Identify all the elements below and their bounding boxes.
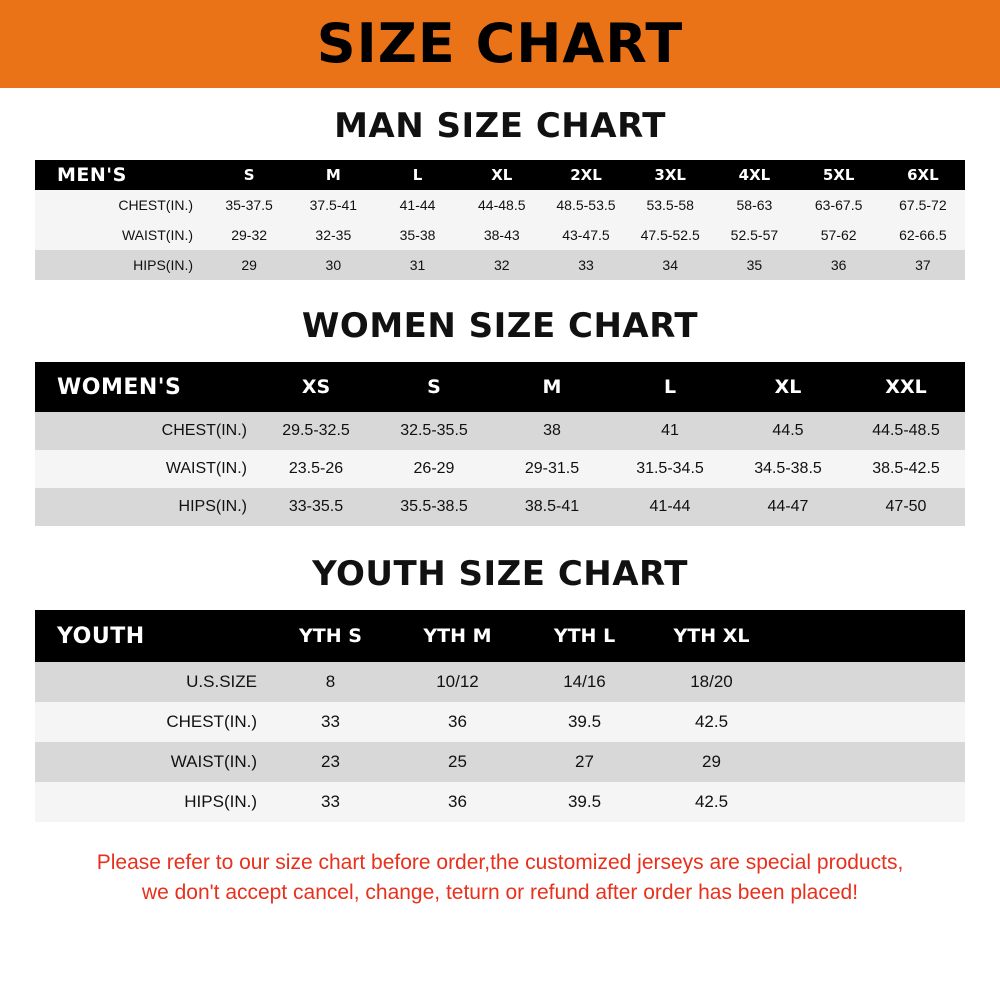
cell: 52.5-57	[730, 227, 779, 243]
cell: 38.5-41	[524, 498, 580, 515]
footer-note	[18, 848, 982, 909]
column-header: XL	[774, 376, 802, 398]
column-header: 6XL	[907, 166, 939, 184]
cell: 44-47	[767, 498, 809, 515]
page-title: SIZE CHART	[316, 12, 684, 75]
cell: 37.5-41	[309, 197, 358, 213]
cell: 18/20	[690, 672, 733, 691]
cell: 38	[543, 422, 561, 439]
cell: 53.5-58	[646, 197, 694, 213]
cell: 36	[448, 712, 467, 731]
column-header: 2XL	[570, 166, 602, 184]
cell: 36	[830, 257, 847, 273]
cell: 32	[493, 257, 510, 273]
column-header: YTH XL	[673, 625, 750, 647]
row-label: U.S.SIZE	[186, 672, 257, 691]
cell: 31.5-34.5	[636, 460, 704, 477]
column-header: 5XL	[822, 166, 855, 184]
row-label: HIPS(IN.)	[178, 498, 247, 515]
cell: 10/12	[436, 672, 479, 691]
row-label: HIPS(IN.)	[184, 792, 257, 811]
column-header: YTH S	[299, 625, 362, 647]
header-banner	[0, 0, 1000, 88]
column-header: L	[663, 376, 677, 398]
column-header-spacer	[775, 610, 965, 662]
column-header: XS	[301, 376, 331, 398]
women-section-title: WOMEN SIZE CHART	[301, 306, 699, 346]
row-label: WAIST(IN.)	[170, 752, 257, 771]
table-row	[35, 250, 965, 280]
table-header-row	[35, 610, 965, 662]
man-section-title: MAN SIZE CHART	[334, 106, 666, 146]
cell: 30	[325, 257, 342, 273]
cell: 8	[325, 672, 336, 691]
youth-size-table	[35, 610, 965, 822]
cell-spacer	[775, 742, 965, 782]
column-header: M	[542, 376, 562, 398]
footer-note-line-1: Please refer to our size chart before order,the customized jerseys are special products,	[96, 851, 904, 874]
cell: 43-47.5	[562, 227, 610, 243]
cell: 58-63	[736, 197, 773, 213]
table-row	[35, 190, 965, 220]
cell: 29-31.5	[524, 460, 580, 477]
women-size-table	[35, 362, 965, 526]
cell: 41-44	[399, 197, 436, 213]
cell-spacer	[775, 662, 965, 702]
cell: 36	[448, 792, 467, 811]
cell: 32.5-35.5	[400, 422, 468, 439]
cell-spacer	[775, 782, 965, 822]
man-size-table	[35, 160, 965, 280]
cell: 57-62	[820, 227, 857, 243]
cell: 48.5-53.5	[556, 197, 616, 213]
table-row	[35, 412, 965, 450]
column-header: XXL	[885, 376, 927, 398]
cell: 34	[662, 257, 678, 273]
cell: 29	[702, 752, 721, 771]
cell: 29	[241, 257, 257, 273]
cell: 35.5-38.5	[400, 498, 468, 515]
column-header: YTH L	[553, 625, 616, 647]
cell: 26-29	[413, 460, 455, 477]
cell: 33	[321, 792, 340, 811]
cell: 67.5-72	[899, 197, 947, 213]
cell: 42.5	[694, 792, 729, 811]
cell: 39.5	[567, 712, 602, 731]
row-label: HIPS(IN.)	[133, 257, 193, 273]
cell: 41	[661, 422, 679, 439]
column-header: YOUTH	[57, 623, 145, 649]
cell: 32-35	[315, 227, 352, 243]
cell-spacer	[775, 702, 965, 742]
table-row	[35, 662, 965, 702]
cell: 29-32	[231, 227, 268, 243]
column-header: M	[325, 166, 341, 184]
footer-note-line-2: we don't accept cancel, change, teturn or refund after order has been placed!	[141, 881, 859, 905]
cell: 23	[321, 752, 340, 771]
column-header: 3XL	[654, 166, 686, 184]
row-label: CHEST(IN.)	[166, 712, 257, 731]
cell: 42.5	[694, 712, 729, 731]
cell: 25	[448, 752, 467, 771]
cell: 44.5-48.5	[872, 422, 940, 439]
cell: 35-38	[399, 227, 436, 243]
cell: 33-35.5	[288, 498, 344, 515]
row-label: CHEST(IN.)	[161, 422, 247, 439]
cell: 47.5-52.5	[640, 227, 700, 243]
table-row	[35, 782, 965, 822]
cell: 44-48.5	[478, 197, 526, 213]
cell: 14/16	[563, 672, 606, 691]
column-header: S	[427, 376, 441, 398]
cell: 34.5-38.5	[754, 460, 822, 477]
cell: 33	[321, 712, 340, 731]
cell: 35-37.5	[225, 197, 273, 213]
cell: 47-50	[885, 498, 927, 515]
cell: 29.5-32.5	[282, 422, 350, 439]
column-header: 4XL	[738, 166, 771, 184]
column-header: S	[243, 166, 255, 184]
cell: 38.5-42.5	[872, 460, 940, 477]
column-header: L	[412, 166, 423, 184]
table-header-row	[35, 362, 965, 412]
table-row	[35, 742, 965, 782]
cell: 23.5-26	[288, 460, 344, 477]
cell: 38-43	[483, 227, 520, 243]
row-label: WAIST(IN.)	[121, 227, 193, 243]
cell: 37	[915, 257, 931, 273]
cell: 62-66.5	[899, 227, 947, 243]
youth-section-title: YOUTH SIZE CHART	[312, 554, 688, 594]
cell: 41-44	[649, 498, 691, 515]
row-label: CHEST(IN.)	[118, 197, 193, 213]
cell: 63-67.5	[814, 197, 863, 213]
table-row	[35, 488, 965, 526]
table-header-row	[35, 160, 965, 190]
column-header: YTH M	[423, 625, 492, 647]
cell: 31	[409, 257, 426, 273]
cell: 35	[746, 257, 763, 273]
table-row	[35, 220, 965, 250]
row-label: WAIST(IN.)	[165, 460, 247, 477]
table-row	[35, 702, 965, 742]
column-header: XL	[491, 166, 513, 184]
table-row	[35, 450, 965, 488]
cell: 39.5	[567, 792, 602, 811]
column-header: MEN'S	[57, 164, 127, 186]
column-header: WOMEN'S	[57, 374, 182, 400]
cell: 27	[575, 752, 594, 771]
cell: 33	[578, 257, 594, 273]
cell: 44.5	[772, 422, 804, 439]
